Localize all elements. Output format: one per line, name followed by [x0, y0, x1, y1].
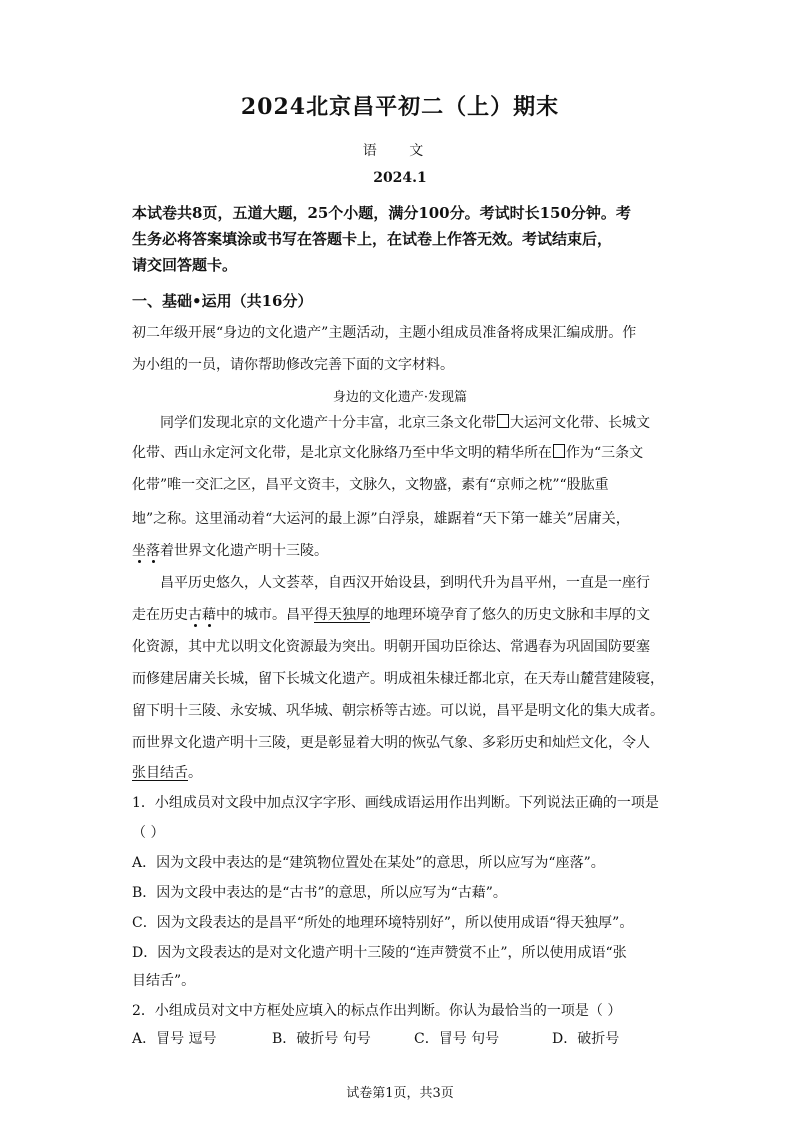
passage-p2-line-3: 化资源，其中尤以明文化资源最为突出。明朝开国功臣徐达、常遇春为巩固国防要塞	[132, 639, 650, 655]
passage-p1-line-5	[132, 540, 328, 560]
page-footer: 试卷第1页，共3页	[346, 1086, 454, 1101]
passage-text: 作为“三条文	[566, 445, 644, 461]
passage-p1-line-2	[132, 442, 643, 462]
question-2-option-c: C．冒号 句号	[414, 1031, 500, 1047]
question-1-stem: 1．小组成员对文段中加点汉字字形、画线成语运用作出判断。下列说法正确的一项是	[132, 795, 659, 811]
question-1-option-b: B．因为文段中表达的是“古书”的意思，所以应写为“古藉”。	[132, 885, 507, 901]
passage-text: 大运河文化带、长城文	[510, 415, 650, 431]
question-1-option-d-line-1: D．因为文段表达的是对文化遗产明十三陵的“连声赞赏不止”，所以使用成语“张	[132, 945, 627, 961]
passage-text: 走在历史	[132, 607, 188, 623]
question-1-answer-paren: （ ）	[132, 825, 165, 841]
subject-label: 语 文	[362, 143, 438, 159]
passage-p2-line-2	[132, 604, 650, 624]
notice-line-1: 本试卷共8页，五道大题，25个小题，满分100分。考试时长150分钟。考	[132, 204, 631, 222]
passage-p2-line-4: 而修建居庸关长城，留下长城文化遗产。明成祖朱棣迁都北京，在天寿山麓营建陵寝，	[132, 671, 664, 687]
notice-line-2: 生务必将答案填涂或书写在答题卡上，在试卷上作答无效。考试结束后，	[132, 230, 613, 248]
dotted-char-zuo: 坐	[132, 543, 146, 559]
passage-p1-line-4: 地”之称。这里涌动着“大运河的最上源”白浮泉，雄踞着“天下第一雄关”居庸关，	[132, 511, 630, 527]
question-2-option-d: D．破折号	[552, 1031, 620, 1047]
passage-p2-line-7	[132, 762, 202, 782]
punctuation-blank-box-1	[497, 414, 509, 428]
passage-text: 化带、西山永定河文化带，是北京文化脉络乃至中华文明的精华所在	[132, 445, 552, 461]
passage-text: 。	[188, 765, 202, 781]
passage-p1-line-3: 化带”唯一交汇之区，昌平文资丰，文脉久，文物盛，素有“京师之枕”“股肱重	[132, 477, 609, 493]
punctuation-blank-box-2	[553, 444, 565, 458]
question-1-option-d-line-2: 目结舌”。	[132, 973, 196, 989]
question-2-options	[132, 1028, 652, 1048]
question-1-option-c: C．因为文段表达的是昌平“所处的地理环境特别好”，所以使用成语“得天独厚”。	[132, 915, 634, 931]
section-1-heading: 一、基础•运用（共16分）	[132, 292, 313, 310]
passage-p2-line-5: 留下明十三陵、永安城、巩华城、朝宗桥等古迹。可以说，昌平是明文化的集大成者。	[132, 703, 664, 719]
passage-text: 同学们发现北京的文化遗产十分丰富，北京三条文化带	[160, 415, 496, 431]
passage-p1-line-1	[160, 412, 650, 432]
question-2-stem: 2．小组成员对文中方框处应填入的标点作出判断。你认为最恰当的一项是（ ）	[132, 1003, 622, 1019]
exam-date: 2024.1	[373, 170, 427, 186]
section-1-intro-2: 为小组的一员，请你帮助修改完善下面的文字材料。	[132, 357, 454, 373]
passage-p2-line-1: 昌平历史悠久，人文荟萃，自西汉开始设县，到明代升为昌平州，一直是一座行	[160, 575, 650, 591]
exam-title: 2024北京昌平初二（上）期末	[240, 94, 560, 120]
section-1-intro-1: 初二年级开展“身边的文化遗产”主题活动，主题小组成员准备将成果汇编成册。作	[132, 325, 637, 341]
dotted-char-gu: 古	[188, 607, 202, 623]
exam-notice	[132, 200, 672, 278]
question-2-option-a: A．冒号 逗号	[132, 1031, 217, 1047]
underlined-idiom-detianduhou: 得天独厚	[314, 607, 370, 623]
notice-line-3: 请交回答题卡。	[132, 256, 238, 274]
dotted-char-luo: 落	[146, 543, 160, 559]
question-1-option-a: A．因为文段中表达的是“建筑物位置处在某处”的意思，所以应写为“座落”。	[132, 855, 605, 871]
passage-title: 身边的文化遗产·发现篇	[332, 390, 468, 405]
question-2-option-b: B．破折号 句号	[272, 1031, 371, 1047]
passage-p2-line-6: 而世界文化遗产明十三陵，更是彰显着大明的恢弘气象、多彩历史和灿烂文化，令人	[132, 735, 650, 751]
passage-text: 中的城市。昌平	[216, 607, 314, 623]
passage-text: 着世界文化遗产明十三陵。	[160, 543, 328, 559]
underlined-idiom-zhangmujieshe: 张目结舌	[132, 765, 188, 781]
passage-text: 的地理环境孕育了悠久的历史文脉和丰厚的文	[370, 607, 650, 623]
dotted-char-ji: 藉	[202, 607, 216, 623]
